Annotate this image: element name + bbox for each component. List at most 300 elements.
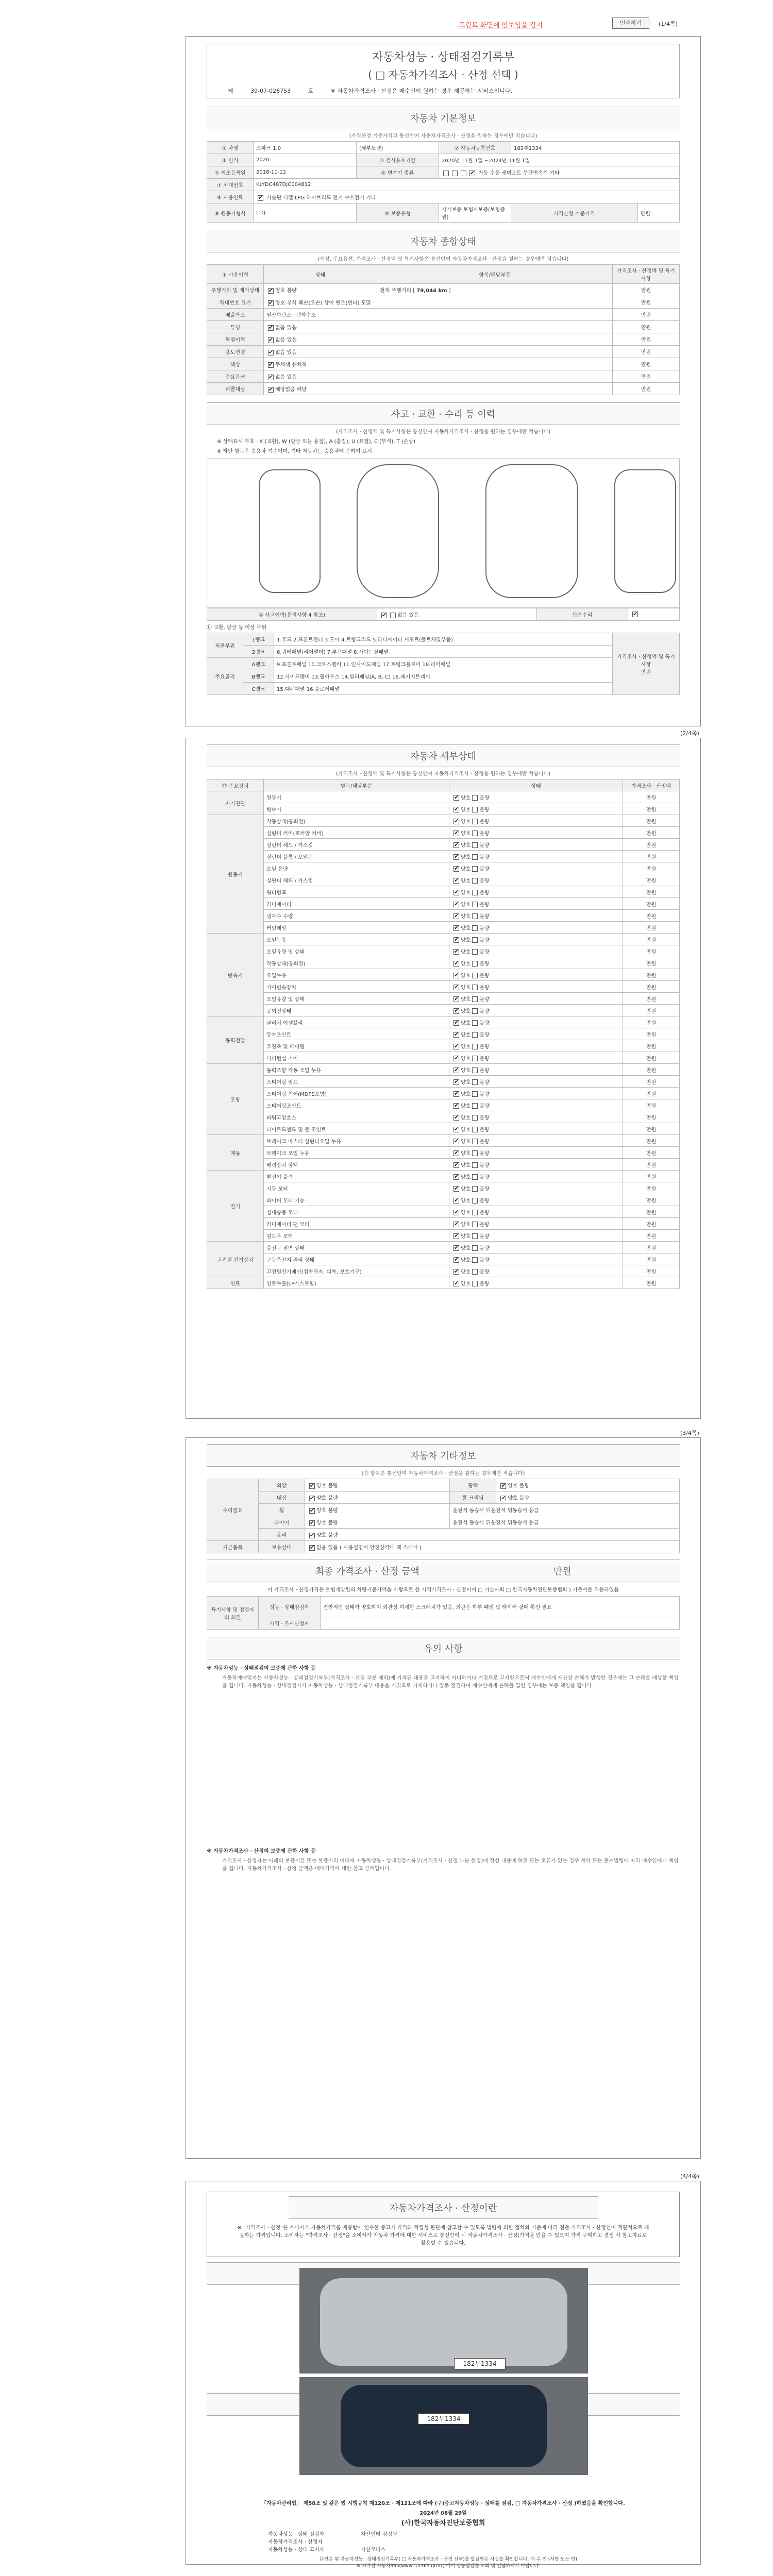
detail-price: 만원: [623, 1218, 680, 1230]
detail-price: 만원: [623, 945, 680, 957]
detail-row: [207, 1064, 680, 1076]
rank-items: 1.후드 2.프론트펜더 3.도어 4.트렁크리드 5.라디에이터 서포트(볼트체결부품): [274, 633, 613, 646]
checkbox-checked: [453, 807, 459, 812]
state-good: 양호: [461, 878, 471, 884]
checkbox-checked: [309, 1545, 315, 1551]
checkbox: [472, 866, 478, 872]
frame-col-label: 가격조사 · 산정액 및 특기사항: [617, 654, 675, 668]
state-good: 양호: [461, 807, 471, 813]
state-good: 양호: [461, 913, 471, 920]
state-bad: 불량: [479, 1067, 490, 1074]
checkbox-checked: [453, 1127, 459, 1132]
detail-state: [449, 1123, 623, 1135]
row-state: 일산화탄소 · 탄화수소: [264, 309, 613, 321]
detail-price: 만원: [623, 1171, 680, 1182]
checkbox-checked: [453, 1079, 459, 1085]
state-bad: 불량: [479, 890, 490, 896]
state-good: 양호: [461, 1257, 471, 1263]
checkbox-checked: [309, 1520, 315, 1526]
accident-sub: (가격조사 · 산정액 및 특기사항은 통신안여 자동차가격조사 · 산정을 원하는 경우에만 적습니다): [335, 429, 551, 435]
state-good: 양호: [461, 1150, 471, 1157]
detail-row: [207, 1111, 680, 1123]
checkbox: [472, 1174, 478, 1180]
checkbox-checked: [453, 1210, 459, 1215]
checkbox: [472, 949, 478, 955]
detail-price: 만원: [623, 1040, 680, 1052]
row-state: 양호 불량: [275, 288, 297, 294]
checkbox: [390, 613, 396, 618]
detail-state: [449, 898, 623, 910]
row-state: 없음 있음: [275, 337, 297, 343]
state-good: 양호: [461, 996, 471, 1003]
checkbox-checked: [268, 387, 274, 393]
detail-price: 만원: [623, 1005, 680, 1016]
cell: ⑩ 보증유형: [357, 204, 439, 223]
state-good: 양호: [461, 1056, 471, 1062]
car-right-side-icon: [614, 469, 676, 593]
state-bad: 불량: [479, 819, 490, 825]
detail-price: 만원: [623, 1111, 680, 1123]
checkbox-checked: [453, 1020, 459, 1026]
detail-row: [207, 815, 680, 827]
overall-status-table: [207, 264, 680, 395]
state-good: 양호: [461, 842, 471, 849]
detail-state: [449, 851, 623, 862]
frame-price: 만원: [641, 670, 651, 675]
checkbox: [472, 1281, 478, 1286]
report-title: 자동차성능 · 상태점검기록부: [372, 51, 514, 64]
inspection-photo-front: [299, 2268, 588, 2374]
detail-item: 윈도우 모터: [264, 1230, 449, 1242]
detail-item: 브레이크 마스터 실린더오일 누유: [264, 1135, 449, 1147]
state-bad: 불량: [479, 1115, 490, 1121]
detail-price: 만원: [623, 1052, 680, 1064]
checkbox-checked: [632, 612, 638, 617]
checkbox-checked: [453, 1162, 459, 1168]
detail-price: 만원: [623, 839, 680, 851]
detail-item: 워터펌프: [264, 886, 449, 898]
state-bad: 불량: [479, 1079, 490, 1086]
detail-price: 만원: [623, 815, 680, 827]
detail-title: 자동차 세부상태: [207, 744, 680, 767]
checkbox-checked: [268, 325, 274, 331]
detail-row: [207, 886, 680, 898]
detail-item: 오일유량 및 상태: [264, 945, 449, 957]
state-bad: 불량: [479, 795, 490, 801]
cell: ⑧ 사용연료: [207, 191, 254, 204]
checkbox-checked: [453, 1139, 459, 1144]
checkbox: [472, 1162, 478, 1168]
state-bad: 불량: [479, 1186, 490, 1192]
detail-state: [449, 1218, 623, 1230]
checkbox-checked: [268, 362, 274, 368]
checkbox: [472, 985, 478, 990]
detail-state: [449, 910, 623, 922]
basic-items-sub: 보유상태: [259, 1541, 305, 1553]
checkbox: [472, 854, 478, 860]
detail-price: 만원: [623, 1028, 680, 1040]
sign-footer: [216, 2555, 680, 2569]
detail-state: [449, 803, 623, 815]
state-good: 양호: [461, 925, 471, 931]
basic-info-table: [207, 141, 680, 223]
checkbox: [472, 1056, 478, 1061]
detail-state: [449, 815, 623, 827]
detail-row: [207, 957, 680, 969]
state-bad: 불량: [479, 1139, 490, 1145]
detail-item: 디퍼런셜 기어: [264, 1052, 449, 1064]
state-bad: 불량: [479, 1269, 490, 1275]
checkbox: [472, 1091, 478, 1097]
frame-title: ⑪ 교환, 판금 등 이상 부위: [207, 625, 267, 631]
price-cell: 만원: [613, 370, 680, 383]
checkbox: [472, 961, 478, 967]
license-plate: 182부1334: [454, 2358, 506, 2369]
buyer-label: 매 수 인: [530, 2557, 547, 2562]
checkbox-checked: [453, 1198, 459, 1204]
row-label: 리콜대상: [207, 383, 264, 395]
detail-state: [449, 1076, 623, 1088]
detail-item: 실린더 커버(로커암 커버): [264, 827, 449, 839]
state-bad: 불량: [479, 1198, 490, 1204]
detail-row: [207, 1040, 680, 1052]
row-state: 없음 있음: [275, 375, 297, 380]
detail-item: 클러치 어셈블리: [264, 1016, 449, 1028]
row-state: 양호 불량: [316, 1520, 338, 1526]
header-cell: ① 사용이력: [207, 265, 264, 284]
detail-row: [207, 1076, 680, 1088]
state-good: 양호: [461, 1210, 471, 1216]
accident-note2: ※ 하단 항목은 승용차 기준이며, 기타 자동차는 승용차에 준하여 표시: [217, 449, 372, 454]
checkbox: [472, 1210, 478, 1215]
detail-state: [449, 969, 623, 981]
state-bad: 불량: [479, 807, 490, 813]
checkbox: [472, 890, 478, 895]
state-bad: 불량: [479, 1174, 490, 1180]
buyer-sign: (서명 또는 인): [548, 2557, 577, 2562]
detail-price: 만원: [623, 922, 680, 934]
final-price-title: 최종 가격조사 · 산정 금액: [315, 1566, 419, 1577]
state-good: 양호: [461, 961, 471, 967]
detail-item: 배력장치 상태: [264, 1159, 449, 1171]
price-cell: 만원: [613, 346, 680, 358]
detail-row: [207, 791, 680, 803]
basic-info-title: 자동차 기본정보: [207, 107, 680, 129]
detail-item: 오일 유량: [264, 862, 449, 874]
checkbox-checked: [453, 1174, 459, 1180]
checkbox-checked: [453, 831, 459, 836]
checkbox: [472, 1233, 478, 1239]
car-diagram: [207, 459, 680, 608]
detail-row: [207, 1230, 680, 1242]
detail-state: [449, 862, 623, 874]
state-bad: 불량: [479, 1008, 490, 1014]
checkbox-checked: [453, 866, 459, 872]
detail-price: 만원: [623, 1076, 680, 1088]
page-2: [186, 738, 701, 1419]
license-plate-rear: 182부1334: [418, 2413, 469, 2425]
row-label: 색상: [207, 358, 264, 370]
rank-items: 6.쿼터패널(리어펜더) 7.루프패널 8.사이드실패널: [274, 646, 613, 658]
detail-state: [449, 1135, 623, 1147]
row-detail: 운전석 동승석 뒤운전석 뒤동승석 응급: [450, 1504, 680, 1516]
detail-price: 만원: [623, 1159, 680, 1171]
detail-item: 동력조향 작동 오일 누유: [264, 1064, 449, 1076]
checkbox: [472, 831, 478, 836]
row-state: 양호 불량: [316, 1508, 338, 1514]
detail-row: [207, 1016, 680, 1028]
detail-row: [207, 1265, 680, 1277]
detail-state: [449, 1253, 623, 1265]
checkbox: [472, 878, 478, 884]
state-bad: 불량: [479, 1281, 490, 1287]
detail-section-label: 고전원 전기장치: [207, 1242, 264, 1277]
checkbox-checked: [453, 1233, 459, 1239]
accident-history-table: [207, 608, 680, 695]
detail-row: [207, 1253, 680, 1265]
detail-row: [207, 874, 680, 886]
other-info-title: 자동차 기타정보: [207, 1444, 680, 1467]
state-good: 양호: [461, 949, 471, 955]
detail-item: 스티어링조인트: [264, 1099, 449, 1111]
ad-body: ※ "가격조사 · 산정"은 소비자가 자동차가격을 제공받아 인수한 중고자 가격의 적절성 판단에 참고할 수 있도록 법령에 의한 절차와 기준에 따라 전문 가격조사 · 산정인이 객관적으로 제공하는 가격입니다. 소비자는 "가격조사 · 산정"을 소비자가 자동차 가격에 대한 서비스로 통신안여 시 자동차가격조사 · 산정(가격을 받을 수 있으며 가격 구매하고 결정 시 참고자료로 활용할 수 있습니다.: [237, 2225, 649, 2246]
detail-item: 작동상태(공회전): [264, 957, 449, 969]
overall-status-title: 자동차 종합상태: [207, 230, 680, 252]
price-cell: 만원: [613, 383, 680, 395]
cell: 가솔린 디젤 LPG 하이브리드 전기 수소전기 기타: [266, 195, 376, 201]
detail-row: [207, 1052, 680, 1064]
doc-no-suffix: 호: [308, 88, 314, 94]
caution-body-1: 자동차매매업자는 자동차성능 · 상태점검기록부(가격조사 · 산정 부분 제외)에 기재된 내용을 고지하지 아니하거나 거짓으로 고지함으로써 매수인에게 재산상 손해가 발생한 경우에는 그 손해를 배상할 책임을 집니다. 자동차성능 · 상태점검자가 자동차성능 · 상태점검기록부 내용을 거짓으로 기재하거나 잘못 점검하여 매수인에게 손해를 입힌 경우에는 보증 책임을 집니다.: [222, 1675, 679, 1689]
price-cell: 만원: [613, 321, 680, 333]
cell: LTQ: [254, 204, 357, 223]
detail-state: [449, 1147, 623, 1159]
notes-title: 특기사항 및 점검자의 의견: [207, 1597, 259, 1630]
detail-row: [207, 910, 680, 922]
checkbox-checked: [453, 819, 459, 824]
detail-row: [207, 1159, 680, 1171]
detail-row: [207, 1171, 680, 1182]
detail-row: [207, 1135, 680, 1147]
caution-body-2: 가격조사 · 산정자는 아래의 보증기간 또는 보증거리 이내에 자동차성능 · 상태점검기록부(가격조사 · 산정 부분 한정)에 적힌 내용에 허위 또는 오류가 있는 경우 계약 또는 관계법령에 따라 매수인에게 책임을 집니다. 자동차가격조사 · 산정 금액은 매매가격에 대한 참고 금액입니다.: [222, 1858, 679, 1872]
state-good: 양호: [461, 1032, 471, 1038]
header-cell: 가격조사 · 산정액 및 특기사항: [613, 265, 680, 284]
cell: ⑥ 변속기 종류: [357, 166, 439, 179]
header-cell: ⑫ 주요장치: [207, 779, 264, 791]
checkbox-checked: [500, 1496, 506, 1501]
row-label: 주요옵션: [207, 370, 264, 383]
detail-section-label: 자기진단: [207, 791, 264, 815]
sign-statement: 「자동차관리법」 제58조 및 같은 법 시행규칙 제120조 · 제121조에 따라 (구)중고자동차성능 · 상태를 점검, □ 자동차가격조사 · 산정 )하였음을 확인합니다.: [261, 2501, 625, 2506]
print-notice-link[interactable]: 프린트 화면에 안보임을 감지: [459, 22, 543, 29]
detail-row: [207, 945, 680, 957]
detail-row: [207, 827, 680, 839]
sign-role: 자동차가격조사 · 산정자: [268, 2539, 323, 2545]
detail-price: 만원: [623, 874, 680, 886]
state-good: 양호: [461, 1233, 471, 1240]
detail-item: 공회전상태: [264, 1005, 449, 1016]
detail-item: 타이로드엔드 및 볼 조인트: [264, 1123, 449, 1135]
title-box: [207, 44, 680, 98]
checkbox-checked: [453, 1150, 459, 1156]
state-bad: 불량: [479, 854, 490, 860]
detail-price: 만원: [623, 1277, 680, 1289]
header-cell: 상태: [449, 779, 623, 791]
state-good: 양호: [461, 985, 471, 991]
checkbox-checked: [453, 1115, 459, 1121]
accident-note: ※ 상태표시 부호 : X (교환), W (판금 또는 용접), A (흠집), U (요철), C (부식), T (손상): [217, 439, 416, 445]
cell: 스파크 1.0: [254, 142, 357, 154]
page-2-number: (2/4쪽): [680, 730, 699, 737]
state-good: 양호: [461, 831, 471, 837]
checkbox-checked: [268, 300, 274, 306]
checkbox-checked: [453, 1222, 459, 1227]
detail-state: [449, 1016, 623, 1028]
row-label: 내장: [259, 1492, 305, 1504]
state-bad: 불량: [479, 878, 490, 884]
detail-state: [449, 1088, 623, 1099]
cell: 2020년 11월 1일 ~2024년 11월 1일: [439, 154, 680, 166]
detail-item: 충전구 절연 상태: [264, 1242, 449, 1253]
sign-table: [268, 2530, 577, 2553]
state-bad: 불량: [479, 1222, 490, 1228]
mileage-value: 79,044 km: [416, 288, 447, 294]
cell: 만원: [637, 204, 679, 223]
detail-section-label: 전기: [207, 1171, 264, 1242]
price-cell: 만원: [613, 309, 680, 321]
state-bad: 불량: [479, 973, 490, 979]
cell: ④ 검사유효기간: [357, 154, 439, 166]
checkbox: [472, 1067, 478, 1073]
row-label: 광택: [450, 1479, 496, 1492]
state-good: 양호: [461, 1103, 471, 1109]
checkbox-checked: [453, 1186, 459, 1192]
state-good: 양호: [461, 1198, 471, 1204]
state-good: 양호: [461, 1115, 471, 1121]
detail-row: [207, 934, 680, 945]
detail-price: 만원: [623, 1147, 680, 1159]
checkbox-checked: [469, 171, 475, 176]
car-body-shape: [320, 2278, 567, 2366]
state-good: 양호: [461, 1174, 471, 1180]
detail-price: 만원: [623, 1064, 680, 1076]
header-cell: 항목/해당부품: [377, 265, 613, 284]
detail-price: 만원: [623, 1135, 680, 1147]
detail-item: 작동상태(공회전): [264, 815, 449, 827]
detail-row: [207, 922, 680, 934]
page-3: [186, 1437, 701, 2159]
detail-price: 만원: [623, 886, 680, 898]
detail-item: 오일누유: [264, 969, 449, 981]
detail-state: [449, 1005, 623, 1016]
notes-a-label: 성능 · 상태점검자: [259, 1597, 321, 1617]
final-price-bar: [207, 1560, 680, 1582]
detail-state: [449, 1111, 623, 1123]
detail-price: 만원: [623, 1088, 680, 1099]
detail-item: 라디에이터: [264, 898, 449, 910]
detail-price: 만원: [623, 910, 680, 922]
detail-row: [207, 1005, 680, 1016]
detail-row: [207, 862, 680, 874]
checkbox: [472, 1020, 478, 1026]
cell: 182부1334: [511, 142, 680, 154]
cell: ① 차명: [207, 142, 254, 154]
state-bad: 불량: [479, 866, 490, 872]
state-good: 양호: [461, 902, 471, 908]
state-bad: 불량: [479, 842, 490, 849]
report-subtitle: ( □ 자동차가격조사 · 산정 선택 ): [368, 69, 518, 81]
detail-item: 시동 모터: [264, 1182, 449, 1194]
print-button[interactable]: 인쇄하기: [612, 18, 649, 29]
sign-name: 자산인터 검정원: [361, 2532, 397, 2537]
accident-question: ⑩ 사고이력(유의사항 4 참조): [207, 608, 377, 621]
checkbox-checked: [453, 1091, 459, 1097]
detail-price: 만원: [623, 969, 680, 981]
inspection-photo-rear: [299, 2377, 588, 2475]
checkbox: [472, 1008, 478, 1014]
state-bad: 불량: [479, 961, 490, 967]
simple-repair-label: 단순수리: [536, 608, 628, 621]
detail-price: 만원: [623, 1230, 680, 1242]
state-bad: 불량: [479, 1127, 490, 1133]
detail-item: 와이퍼 모터 기능: [264, 1194, 449, 1206]
sign-body: [206, 2499, 680, 2527]
checkbox: [461, 171, 466, 176]
caution-title: 유의 사항: [207, 1637, 680, 1659]
state-bad: 불량: [479, 937, 490, 943]
checkbox-checked: [453, 996, 459, 1002]
detail-price: 만원: [623, 827, 680, 839]
state-bad: 불량: [479, 1233, 490, 1240]
detail-item: 실내송풍 모터: [264, 1206, 449, 1218]
state-good: 양호: [461, 1067, 471, 1074]
checkbox-checked: [453, 1257, 459, 1263]
rank-label: 1랭크: [243, 633, 274, 646]
price-note: 이 가격조사 · 산정가격은 보험개발원의 차량기준가액을 바탕으로 한 가격가격조사 · 산정이며 □ 기술사회 □ 한국자동차진단보증협회 ) 기준서를 적용하였음: [267, 1587, 619, 1593]
detail-item: 커먼레일: [264, 922, 449, 934]
detail-state: [449, 827, 623, 839]
detail-row: [207, 1206, 680, 1218]
detail-item: 라디에이터 팬 모터: [264, 1218, 449, 1230]
detail-state: [449, 934, 623, 945]
detail-price: 만원: [623, 1253, 680, 1265]
header-cell: 가격조사 · 산정액: [623, 779, 680, 791]
checkbox: [472, 1103, 478, 1109]
detail-state: [449, 1277, 623, 1289]
checkbox: [472, 925, 478, 931]
outer-label: 외판부위: [207, 633, 243, 658]
header-cell: 항목/해당부품: [264, 779, 449, 791]
row-label: 배출가스: [207, 309, 264, 321]
car-top-view-icon: [357, 464, 439, 598]
rank-label: 2랭크: [243, 646, 274, 658]
detail-state: [449, 993, 623, 1005]
checkbox: [472, 1257, 478, 1263]
detail-price: 만원: [623, 1242, 680, 1253]
caution-head-2: ※ 자동차가격조사 · 산정의 보증에 관한 사항 등: [207, 1849, 316, 1854]
car-left-side-icon: [259, 469, 321, 593]
state-good: 양호: [461, 1162, 471, 1168]
car-rear-shape: [341, 2385, 547, 2467]
state-bad: 불량: [479, 1103, 490, 1109]
cell: 2018-11-12: [254, 166, 357, 179]
rank-items: 9.프론트패널 10.크로스멤버 11.인사이드패널 17.트렁크플로어 18.리어패널: [274, 658, 613, 670]
checkbox-checked: [268, 375, 274, 380]
detail-item: 스티어링 펌프: [264, 1076, 449, 1088]
sign-role: 자동차성능 · 상태 점검자: [268, 2532, 325, 2537]
checkbox: [472, 1032, 478, 1038]
checkbox: [472, 1115, 478, 1121]
